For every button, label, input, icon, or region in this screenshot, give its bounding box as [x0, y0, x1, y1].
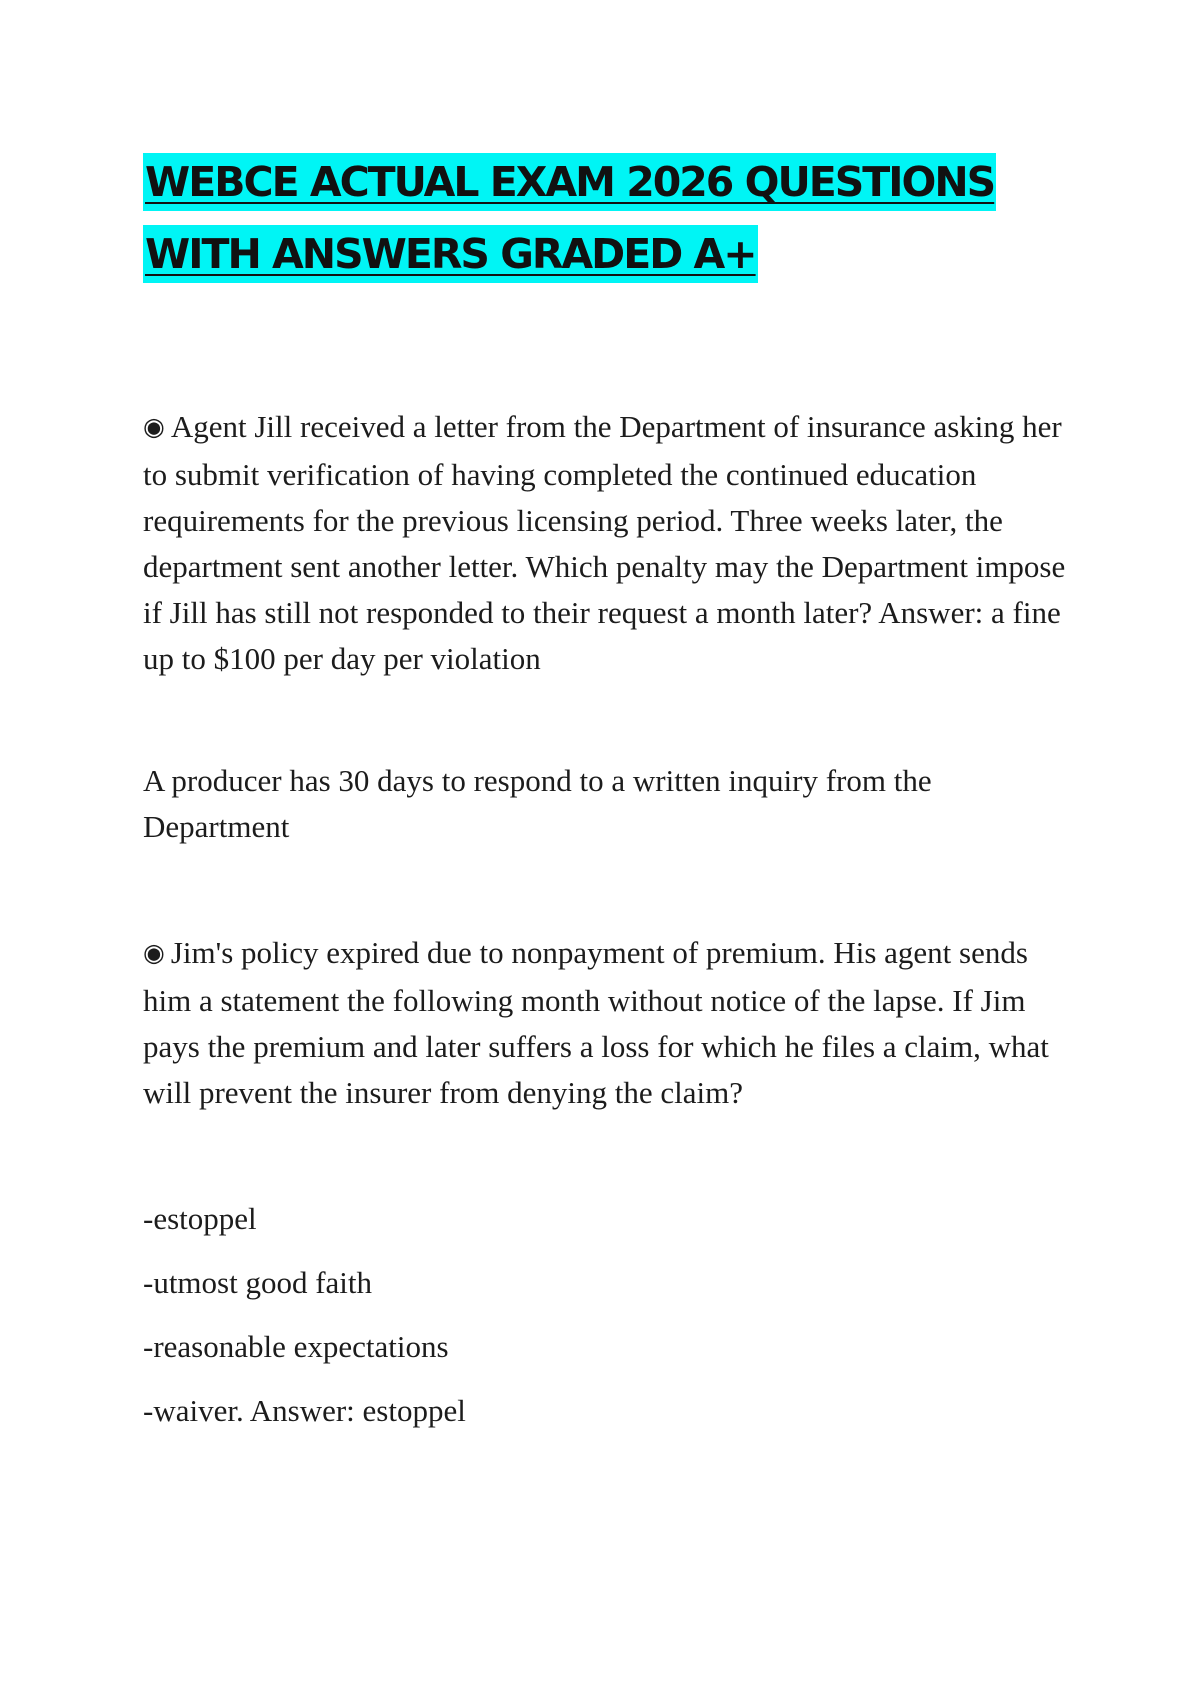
- title-line-1: WEBCE ACTUAL EXAM 2026 QUESTIONS: [143, 153, 996, 211]
- radio-bullet-icon: ◉: [143, 938, 165, 967]
- question-2: [143, 930, 1083, 1116]
- question-1: [143, 404, 1073, 682]
- question-1-text: Agent Jill received a letter from the Department of insurance asking her to submit verification of having completed the continued education requirements for the previous licensing period. Three weeks later, the department sent another letter. Which penalty may the Department impose if Jill has still not responded to their request a month later? Answer: a fine up to $100 per day per violation: [143, 409, 1066, 676]
- question-2-text: Jim's policy expired due to nonpayment of premium. His agent sends him a statement the following month without notice of the lapse. If Jim pays the premium and later suffers a loss for which he files a claim, what will prevent the insurer from denying the claim?: [143, 935, 1049, 1110]
- paragraph-2: A producer has 30 days to respond to a written inquiry from the Department: [143, 763, 932, 844]
- answer-options: [143, 1196, 1043, 1452]
- document-title: [143, 153, 1043, 297]
- title-line-2: WITH ANSWERS GRADED A+: [143, 225, 758, 283]
- radio-bullet-icon: ◉: [143, 412, 165, 441]
- option-item: -reasonable expectations: [143, 1329, 449, 1364]
- option-item: -utmost good faith: [143, 1265, 373, 1300]
- option-item: -estoppel: [143, 1201, 257, 1236]
- option-item: -waiver. Answer: estoppel: [143, 1393, 466, 1428]
